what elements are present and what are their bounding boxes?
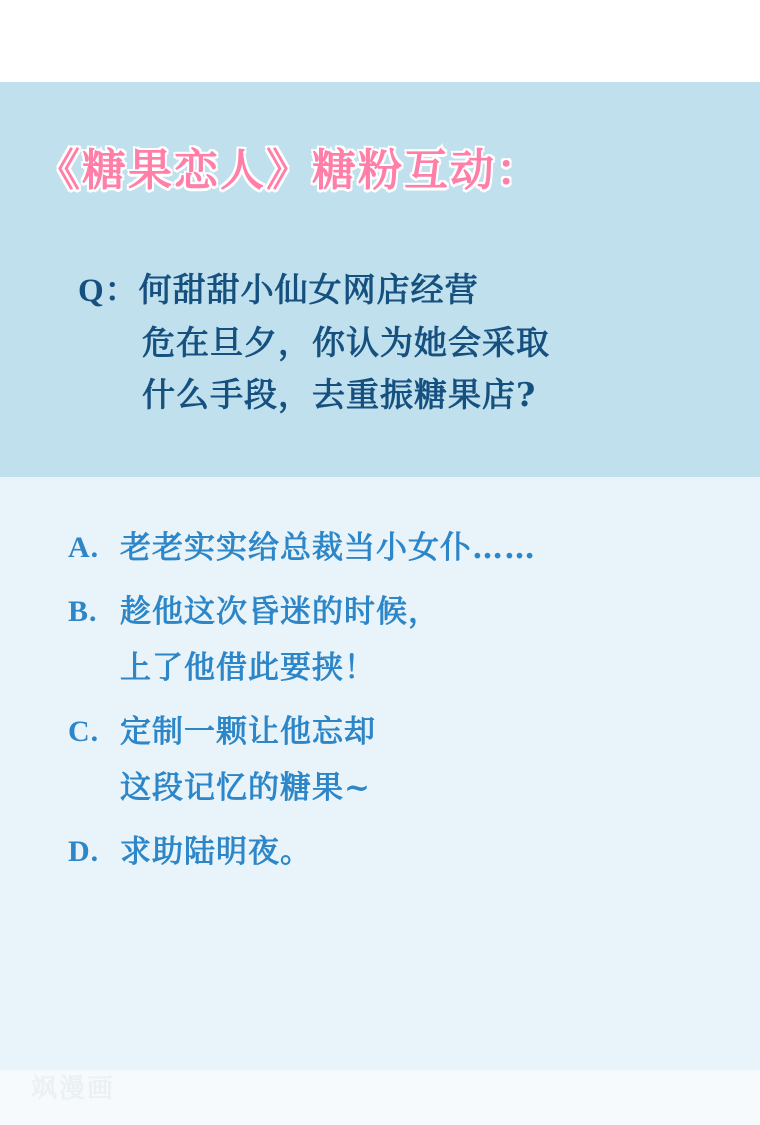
option-a-letter: A. bbox=[68, 531, 100, 564]
option-b[interactable] bbox=[0, 584, 760, 696]
question-text-2: 危在旦夕，你认为她会采取 bbox=[142, 323, 550, 362]
option-d-line-1: 求助陆明夜。 bbox=[120, 834, 312, 870]
question-label: Q： bbox=[78, 273, 139, 309]
top-white-margin bbox=[0, 0, 760, 82]
question-text-3: 什么手段，去重振糖果店? bbox=[142, 375, 537, 414]
option-d-letter: D. bbox=[68, 835, 100, 868]
question-banner bbox=[0, 82, 760, 477]
option-b-line-2: 上了他借此要挟！ bbox=[120, 650, 376, 686]
banner-content bbox=[0, 82, 760, 477]
watermark-logo: 飒漫画 bbox=[30, 1073, 115, 1104]
option-d[interactable] bbox=[0, 824, 760, 880]
option-c[interactable] bbox=[0, 704, 760, 816]
option-b-letter: B. bbox=[68, 595, 98, 628]
option-b-line-1: 趁他这次昏迷的时候， bbox=[120, 594, 440, 630]
option-c-line-1: 定制一颗让他忘却 bbox=[120, 714, 376, 750]
option-c-letter: C. bbox=[68, 715, 100, 748]
question-block bbox=[78, 264, 718, 421]
answer-options bbox=[0, 520, 760, 888]
option-a-line-1: 老老实实给总裁当小女仆…… bbox=[120, 530, 536, 566]
question-text-1: 何甜甜小仙女网店经营 bbox=[138, 270, 479, 309]
page-title: 《糖果恋人》糖粉互动： bbox=[36, 145, 542, 196]
question-line-1 bbox=[78, 264, 718, 317]
option-c-line-2: 这段记忆的糖果~ bbox=[120, 770, 371, 806]
option-a[interactable] bbox=[0, 520, 760, 576]
